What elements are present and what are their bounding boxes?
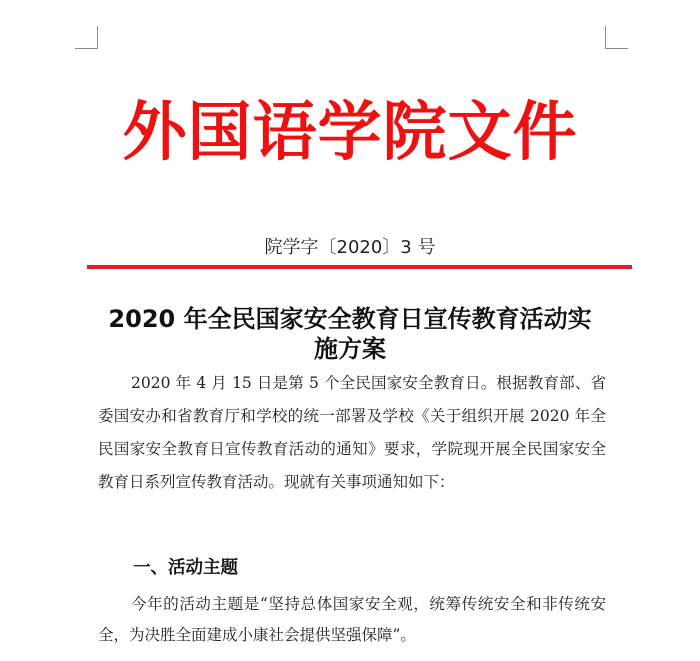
section-heading: 一、活动主题 xyxy=(133,558,238,578)
document-title: 2020 年全民国家安全教育日宣传教育活动实施方案 xyxy=(108,305,592,363)
document-header-title: 外国语学院文件 xyxy=(122,96,578,170)
page-corner-mark-top-left xyxy=(75,26,98,49)
body-paragraph: 2020 年 4 月 15 日是第 5 个全民国家安全教育日。根据教育部、省委国安办和省教育厅和学校的统一部署及学校《关于组织开展 2020 年全民国家安全教育日宣传教育活动的通知》要求，学院现开展全民国家安全教育日系列宣传教育活动。现就有关事项通知如下： xyxy=(98,374,606,491)
document-number: 院学字〔2020〕3 号 xyxy=(264,237,436,258)
body-paragraph: 今年的活动主题是“坚持总体国家安全观，统筹传统安全和非传统安全，为决胜全面建成小康社会提供坚强保障”。 xyxy=(98,595,606,644)
page-corner-mark-top-right xyxy=(605,26,628,49)
red-separator-line xyxy=(87,265,632,269)
